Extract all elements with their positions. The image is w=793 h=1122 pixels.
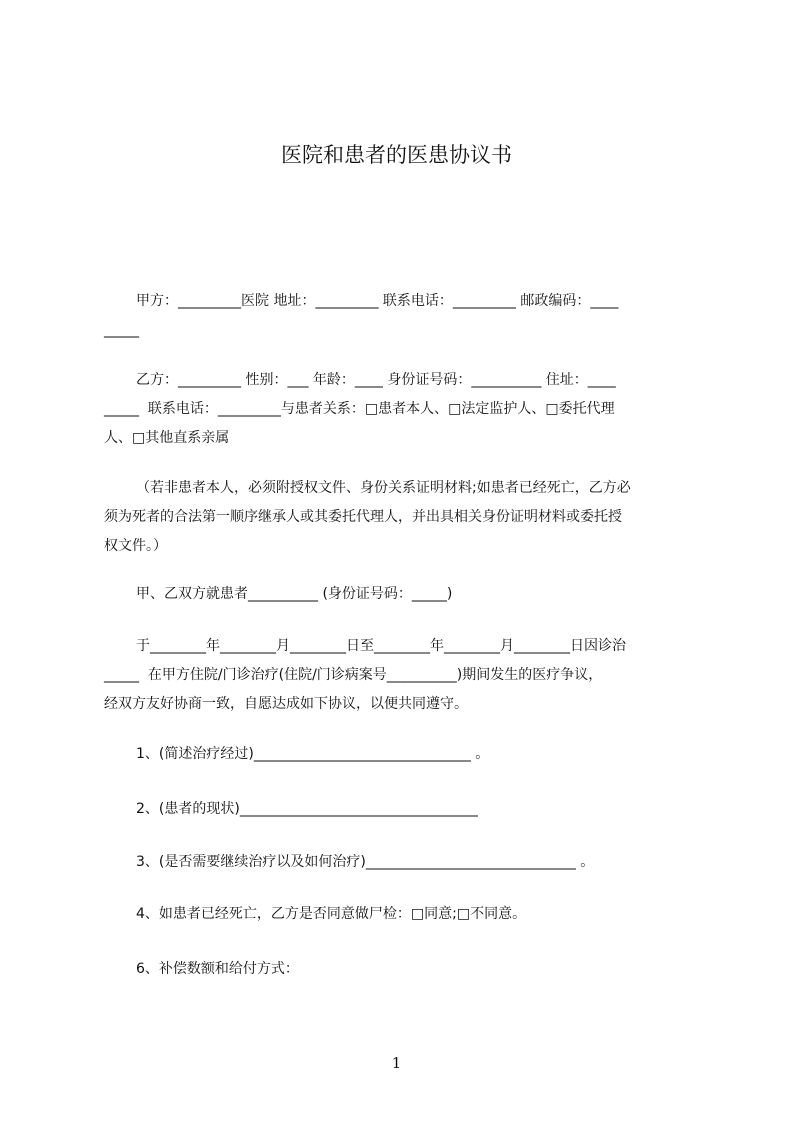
note-line-2: 须为死者的合法第一顺序继承人或其委托代理人，并出具相关身份证明材料或委托授: [104, 509, 622, 525]
date-para-line-1: 于________年________月________日至________年________月________日因诊治: [136, 638, 626, 654]
party-b-line-1: 乙方：_________ 性别：___ 年龄：____ 身份证号码：__________ 住址：____: [136, 372, 616, 388]
page-number: 1: [391, 1054, 402, 1072]
party-a-line-2: _____: [104, 322, 139, 338]
date-para-line-2: _____ 在甲方住院/门诊治疗(住院/门诊病案号__________)期间发生的医疗争议，: [104, 667, 603, 683]
party-b-line-3: 人、□其他直系亲属: [104, 430, 230, 446]
date-para-line-3: 经双方友好协商一致，自愿达成如下协议，以便共同遵守。: [104, 696, 468, 712]
party-b-line-2: _____ 联系电话：_________与患者关系：□患者本人、□法定监护人、□委托代理: [104, 401, 615, 417]
note-line-1: （若非患者本人，必须附授权文件、身份关系证明材料;如患者已经死亡，乙方必: [136, 480, 631, 496]
item-1: 1、(简述治疗经过)_______________________________ 。: [136, 746, 490, 762]
item-4: 4、如患者已经死亡，乙方是否同意做尸检：□同意;□不同意。: [136, 906, 527, 922]
document-title: 医院和患者的医患协议书: [281, 143, 512, 167]
note-line-3: 权文件。）: [104, 538, 167, 554]
item-2: 2、(患者的现状)__________________________________: [136, 801, 478, 817]
parties-line: 甲、乙双方就患者__________ (身份证号码：_____): [136, 586, 453, 602]
item-6: 6、补偿数额和给付方式：: [136, 961, 299, 977]
party-a-line-1: 甲方：_________医院 地址：_________ 联系电话：_________ 邮政编码：____: [136, 293, 619, 309]
item-3: 3、(是否需要继续治疗以及如何治疗)______________________________ 。: [136, 854, 595, 870]
